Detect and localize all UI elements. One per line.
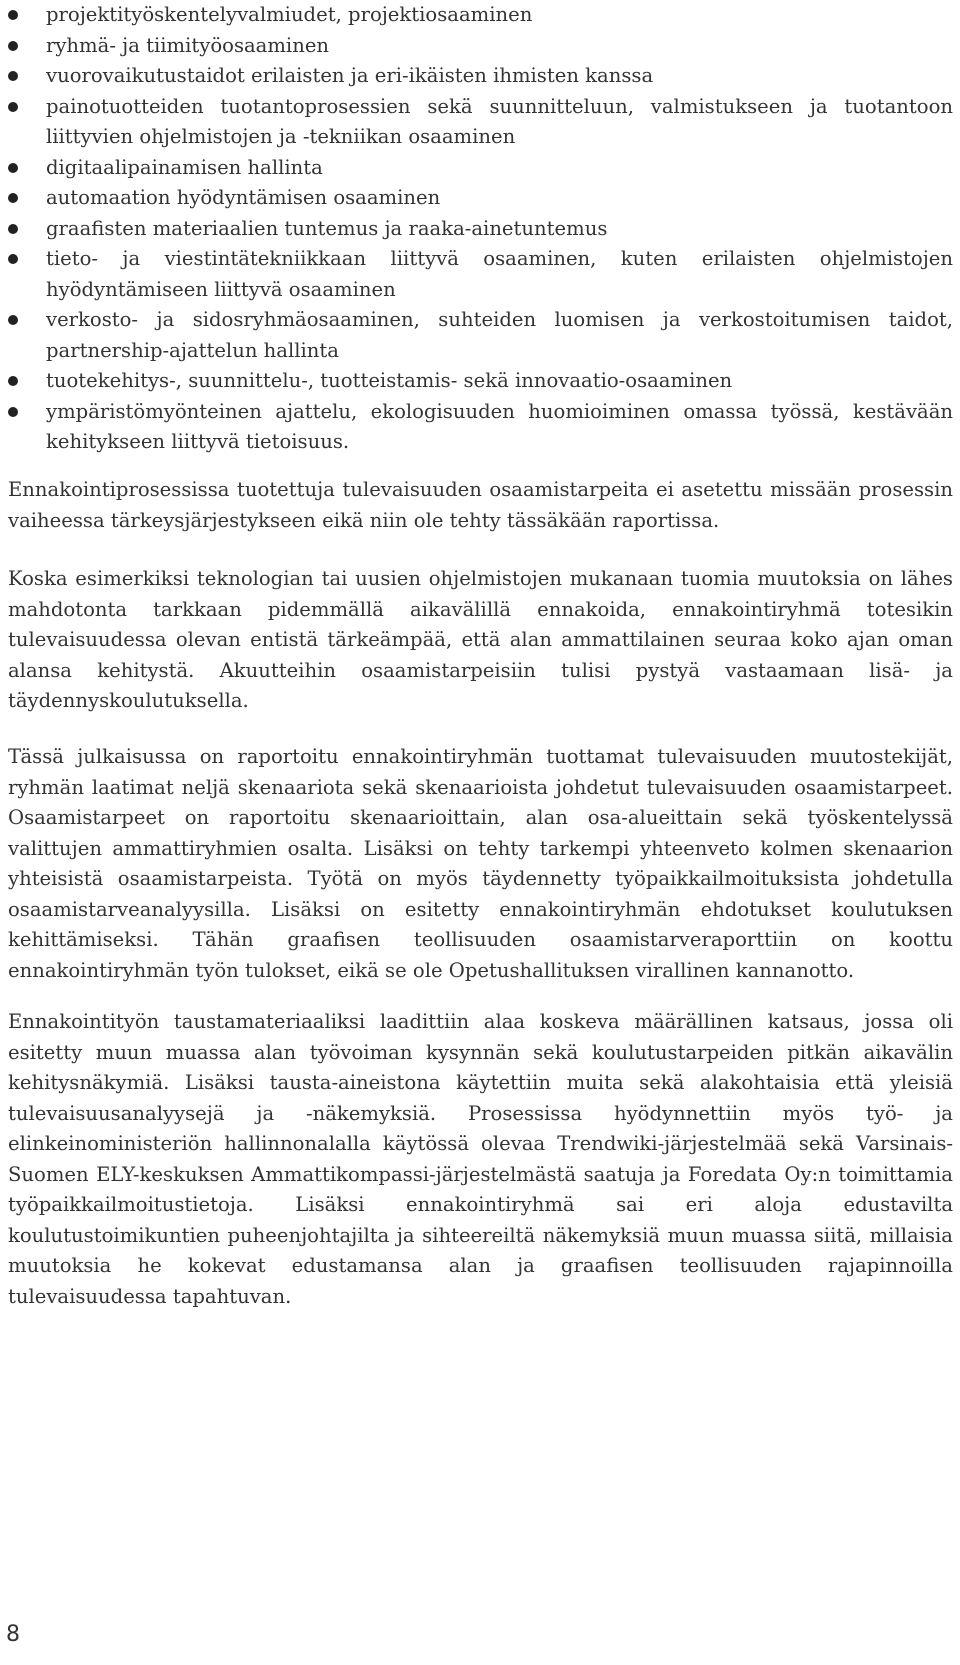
bullet-dot-icon: [8, 407, 18, 417]
bullet-text: automaation hyödyntämisen osaaminen: [46, 186, 441, 209]
bullet-dot-icon: [8, 41, 18, 51]
paragraph-prioritization: Ennakointiprosessissa tuotettuja tulevaisuuden osaamistarpeita ei asetettu missään prosessin vaiheessa tärkeysjärjestykseen eikä niin ole tehty tässäkään raportissa.: [8, 478, 953, 532]
bullet-item: [8, 214, 953, 245]
bullet-dot-icon: [8, 71, 18, 81]
bullet-dot-icon: [8, 10, 18, 20]
bullet-item: [8, 92, 953, 153]
skills-bullet-list: [8, 0, 953, 458]
bullet-text: projektityöskentelyvalmiudet, projektiosaaminen: [46, 3, 533, 26]
bullet-text: painotuotteiden tuotantoprosessien sekä suunnitteluun, valmistukseen ja tuotantoon liittyvien ohjelmistojen ja -tekniikan osaaminen: [46, 94, 953, 148]
bullet-item: [8, 366, 953, 397]
bullet-dot-icon: [8, 102, 18, 112]
bullet-text: vuorovaikutustaidot erilaisten ja eri-ikäisten ihmisten kanssa: [46, 64, 654, 87]
bullet-item: [8, 305, 953, 366]
bullet-item: [8, 397, 953, 458]
bullet-text: verkosto- ja sidosryhmäosaaminen, suhteiden luomisen ja verkostoitumisen taidot, partnership-ajattelun hallinta: [46, 308, 953, 362]
bullet-dot-icon: [8, 193, 18, 203]
bullet-dot-icon: [8, 254, 18, 264]
bullet-item: [8, 31, 953, 62]
bullet-dot-icon: [8, 224, 18, 234]
bullet-item: [8, 153, 953, 184]
bullet-dot-icon: [8, 163, 18, 173]
bullet-item: [8, 0, 953, 31]
bullet-item: [8, 244, 953, 305]
paragraph-continuous-learning: Koska esimerkiksi teknologian tai uusien ohjelmistojen mukanaan tuomia muutoksia on lähes mahdotonta tarkkaan pidemmällä aikavälillä ennakoida, ennakointiryhmä totesikin tulevaisuudessa olevan entistä tärkeämpää, että alan ammattilainen seuraa koko ajan oman alansa kehitystä. Akuutteihin osaamistarpeisiin tulisi pystyä vastaamaan lisä- ja täydennyskoulutuksella.: [8, 567, 953, 712]
bullet-text: tuotekehitys-, suunnittelu-, tuotteistamis- sekä innovaatio-osaaminen: [46, 369, 733, 392]
page-number: 8: [6, 1622, 20, 1647]
bullet-text: digitaalipainamisen hallinta: [46, 155, 323, 179]
bullet-dot-icon: [8, 376, 18, 386]
bullet-item: [8, 61, 953, 92]
paragraph-publication-contents: Tässä julkaisussa on raportoitu ennakointiryhmän tuottamat tulevaisuuden muutostekijät, ryhmän laatimat neljä skenaariota sekä skenaarioista johdetut tulevaisuuden osaamistarpeet. Osaamistarpeet on raportoitu skenaarioittain, alan osa-alueittain sekä työskentelyssä valittujen ammattiryhmien osalta. Lisäksi on tehty tarkempi yhteenveto kolmen skenaarion yhteisistä osaamistarpeista. Työtä on myös täydennetty työpaikkailmoituksista johdetulla osaamistarveanalyysilla. Lisäksi on esitetty ennakointiryhmän ehdotukset koulutuksen kehittämiseksi. Tähän graafisen teollisuuden osaamistarveraporttiin on koottu ennakointiryhmän työn tulokset, eikä se ole Opetushallituksen virallinen kannanotto.: [8, 745, 953, 982]
paragraph-background-material: Ennakointityön taustamateriaaliksi laadittiin alaa koskeva määrällinen katsaus, jossa oli esitetty muun muassa alan työvoiman kysynnän sekä koulutustarpeiden pitkän aikavälin kehitysnäkymiä. Lisäksi tausta-aineistona käytettiin muita sekä alakohtaisia että yleisiä tulevaisuusanalyysejä ja -näkemyksiä. Prosessissa hyödynnettiin myös työ- ja elinkeinoministeriön hallinnonalalla käytössä olevaa Trendwiki-järjestelmää sekä Varsinais-Suomen ELY-keskuksen Ammattikompassi-järjestelmästä saatuja ja Foredata Oy:n toimittamia työpaikkailmoitustietoja. Lisäksi ennakointiryhmä sai eri aloja edustavilta koulutustoimikuntien puheenjohtajilta ja sihteereiltä näkemyksiä muun muassa siitä, millaisia muutoksia he kokevat edustamansa alan ja graafisen teollisuuden rajapinnoilla tulevaisuudessa tapahtuvan.: [8, 1010, 953, 1308]
bullet-dot-icon: [8, 315, 18, 325]
bullet-text: ryhmä- ja tiimityöosaaminen: [46, 33, 330, 57]
bullet-text: tieto- ja viestintätekniikkaan liittyvä osaaminen, kuten erilaisten ohjelmistojen hyödyntämiseen liittyvä osaaminen: [46, 247, 953, 301]
bullet-text: graafisten materiaalien tuntemus ja raaka-ainetuntemus: [46, 216, 608, 240]
bullet-text: ympäristömyönteinen ajattelu, ekologisuuden huomioiminen omassa työssä, kestävään kehitykseen liittyvä tietoisuus.: [46, 399, 953, 453]
bullet-item: [8, 183, 953, 214]
